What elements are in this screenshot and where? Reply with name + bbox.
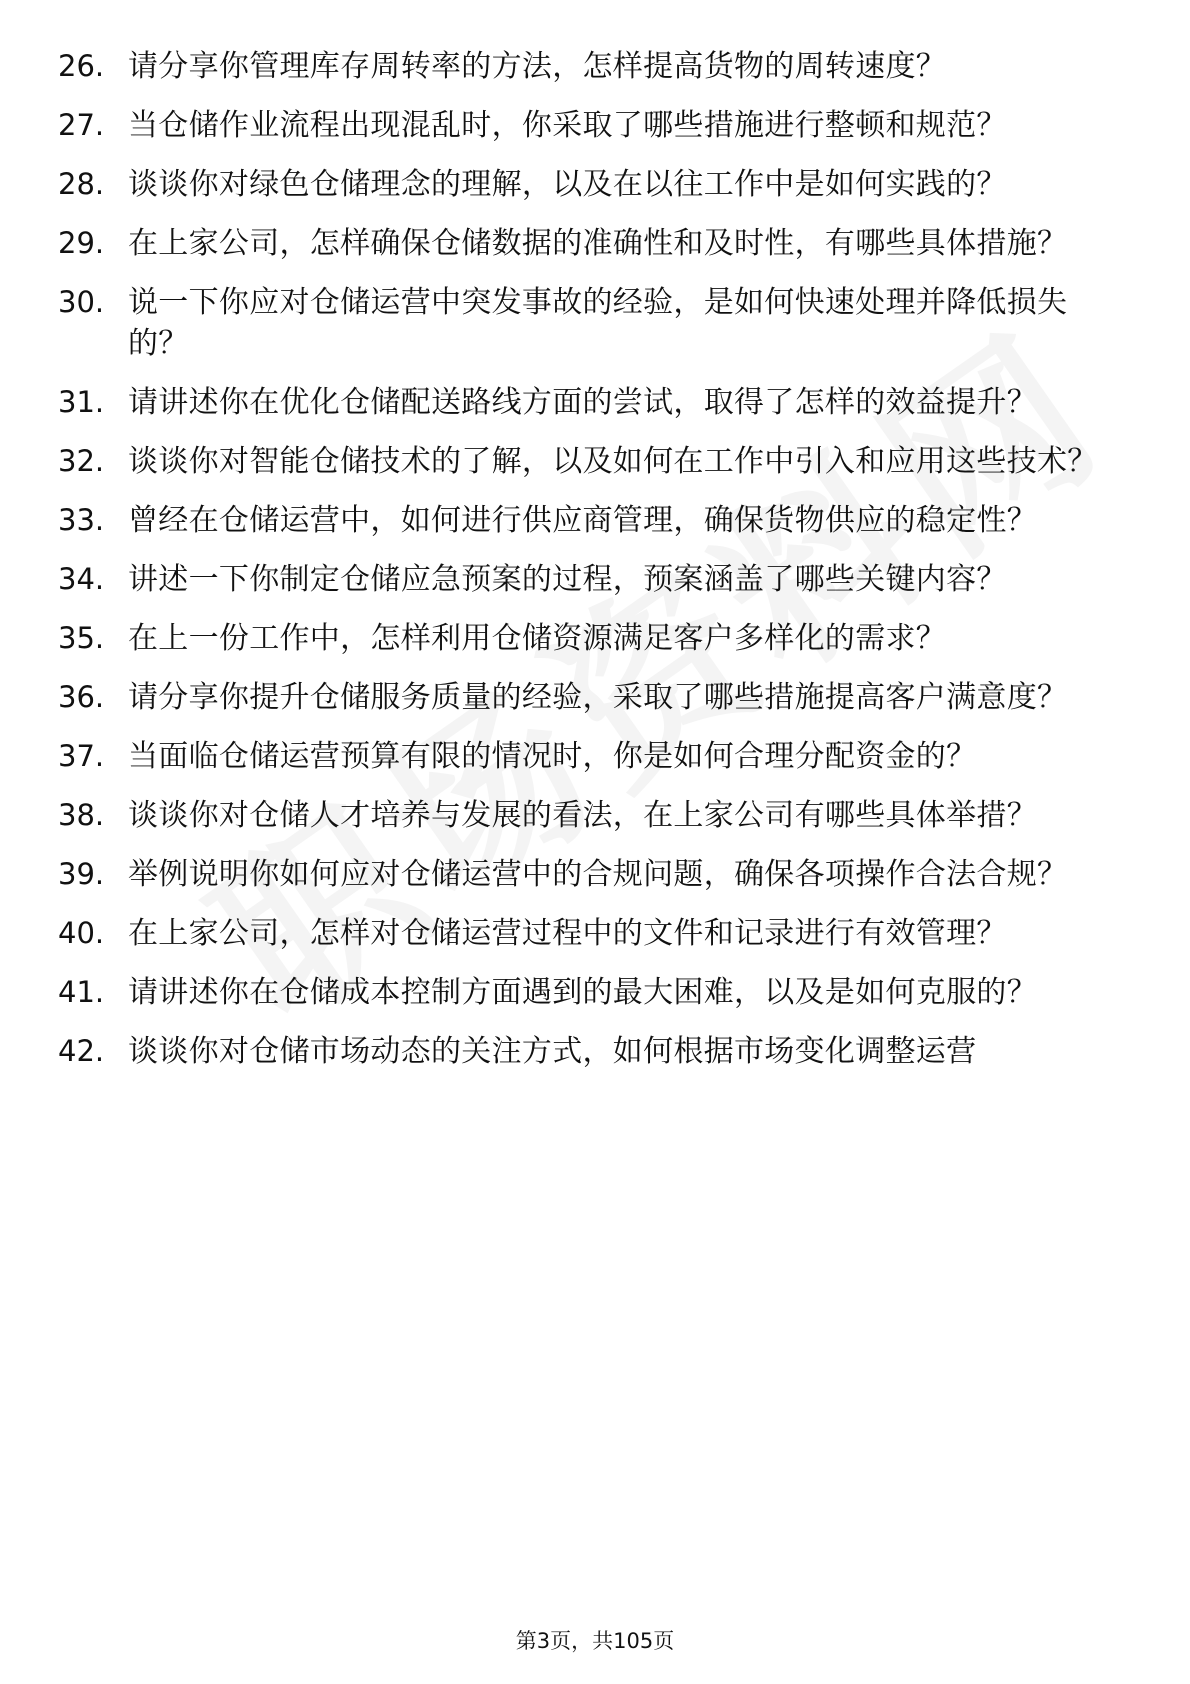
question-number: 29. (58, 226, 105, 260)
list-item (58, 500, 1118, 541)
list-item (58, 164, 1118, 205)
list-item (58, 1031, 1118, 1072)
question-text: 谈谈你对绿色仓储理念的理解，以及在以往工作中是如何实践的？ (128, 167, 1007, 202)
list-item (58, 736, 1118, 777)
question-number: 28. (58, 167, 105, 201)
list-item (58, 618, 1118, 659)
question-list (58, 46, 1118, 1090)
list-item (58, 105, 1118, 146)
question-text: 曾经在仓储运营中，如何进行供应商管理，确保货物供应的稳定性？ (128, 503, 1037, 538)
question-number: 32. (58, 444, 105, 478)
question-text: 请讲述你在优化仓储配送路线方面的尝试，取得了怎样的效益提升？ (128, 385, 1037, 420)
list-item (58, 913, 1118, 954)
list-item (58, 46, 1118, 87)
list-item (58, 559, 1118, 600)
question-text: 请分享你提升仓储服务质量的经验，采取了哪些措施提高客户满意度？ (128, 680, 1068, 715)
list-item (58, 382, 1118, 423)
question-text: 举例说明你如何应对仓储运营中的合规问题，确保各项操作合法合规？ (128, 857, 1068, 892)
question-text: 在上一份工作中，怎样利用仓储资源满足客户多样化的需求？ (128, 621, 947, 656)
list-item (58, 795, 1118, 836)
question-number: 37. (58, 739, 105, 773)
list-item (58, 972, 1118, 1013)
question-number: 30. (58, 285, 105, 319)
question-number: 40. (58, 916, 105, 950)
question-number: 36. (58, 680, 105, 714)
question-text: 请分享你管理库存周转率的方法，怎样提高货物的周转速度？ (128, 49, 947, 84)
question-number: 31. (58, 385, 105, 419)
list-item (58, 441, 1118, 482)
question-number: 34. (58, 562, 105, 596)
list-item (58, 223, 1118, 264)
question-number: 41. (58, 975, 105, 1009)
question-number: 33. (58, 503, 105, 537)
question-text: 讲述一下你制定仓储应急预案的过程，预案涵盖了哪些关键内容？ (128, 562, 1007, 597)
question-text: 谈谈你对仓储市场动态的关注方式，如何根据市场变化调整运营 (128, 1034, 977, 1069)
question-text: 谈谈你对仓储人才培养与发展的看法，在上家公司有哪些具体举措？ (128, 798, 1037, 833)
question-number: 38. (58, 798, 105, 832)
question-text: 在上家公司，怎样对仓储运营过程中的文件和记录进行有效管理？ (128, 916, 1007, 951)
question-number: 35. (58, 621, 105, 655)
question-text: 谈谈你对智能仓储技术的了解，以及如何在工作中引入和应用这些技术？ (128, 444, 1098, 479)
question-number: 42. (58, 1034, 105, 1068)
question-text: 在上家公司，怎样确保仓储数据的准确性和及时性，有哪些具体措施？ (128, 226, 1068, 261)
page-footer: 第3页，共105页 (515, 1629, 675, 1653)
question-text: 当仓储作业流程出现混乱时，你采取了哪些措施进行整顿和规范？ (128, 108, 1007, 143)
list-item (58, 677, 1118, 718)
question-number: 39. (58, 857, 105, 891)
question-number: 27. (58, 108, 105, 142)
list-item (58, 854, 1118, 895)
question-text: 说一下你应对仓储运营中突发事故的经验，是如何快速处理并降低损失的？ (128, 285, 1068, 361)
list-item (58, 282, 1118, 364)
question-text: 当面临仓储运营预算有限的情况时，你是如何合理分配资金的？ (128, 739, 977, 774)
question-number: 26. (58, 49, 105, 83)
question-text: 请讲述你在仓储成本控制方面遇到的最大困难，以及是如何克服的？ (128, 975, 1037, 1010)
